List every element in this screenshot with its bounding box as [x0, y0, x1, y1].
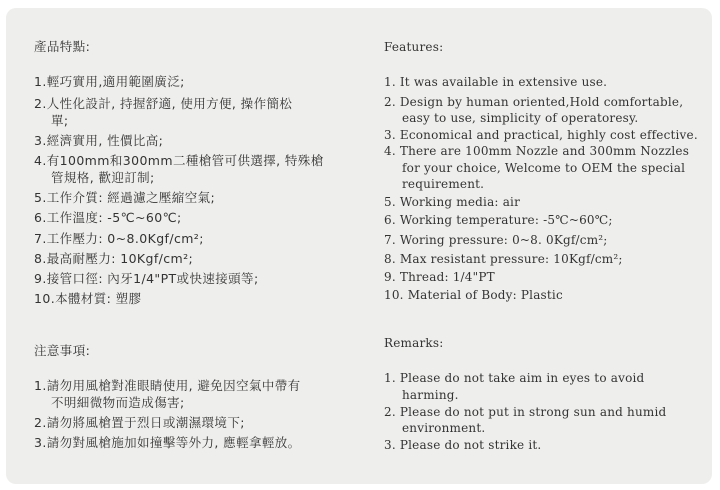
zh-remark-line-3: 3.請勿對風槍施加如撞擊等外力, 應輕拿輕放。 [34, 435, 301, 450]
zh-feature-line-10: 10.本體材質: 塑膠 [34, 291, 142, 306]
zh-feature-line-5: 5.工作介質: 經過濾之壓縮空氣; [34, 190, 216, 205]
en-feature-line-4-cont: for your choice, Welcome to OEM the special [402, 161, 686, 175]
zh-feature-line-4-cont: 管規格, 歡迎訂制; [51, 170, 155, 185]
en-remark-line-2: 2. Please do not put in strong sun and humid [384, 405, 667, 419]
en-remark-line-2-cont: environment. [402, 421, 486, 435]
en-feature-line-4-cont2: requirement. [402, 177, 485, 191]
en-feature-line-5: 5. Working media: air [384, 195, 521, 209]
zh-feature-line-2: 2.人性化設計, 持握舒適, 使用方便, 操作簡松 [34, 96, 293, 111]
en-feature-line-7: 7. Woring pressure: 0~8. 0Kgf/cm²; [384, 233, 608, 247]
zh-feature-line-9: 9.接管口徑: 內牙1/4"PT或快速接頭等; [34, 271, 259, 286]
zh-features-title: 產品特點: [34, 39, 91, 54]
en-feature-line-8: 8. Max resistant pressure: 10Kgf/cm²; [384, 252, 623, 266]
zh-remark-line-1: 1.請勿用風槍對准眼睛使用, 避免因空氣中帶有 [34, 378, 301, 393]
zh-remark-line-2: 2.請勿將風槍置于烈日或潮濕環境下; [34, 415, 245, 430]
zh-remarks-title: 注意事項: [34, 343, 91, 358]
en-feature-line-2: 2. Design by human oriented,Hold comfortable, [384, 95, 684, 109]
en-remark-line-3: 3. Please do not strike it. [384, 438, 542, 452]
zh-feature-line-2-cont: 單; [51, 113, 69, 128]
en-feature-line-3: 3. Economical and practical, highly cost effective. [384, 128, 698, 142]
zh-feature-line-4: 4.有100mm和300mm二種槍管可供選擇, 特殊槍 [34, 153, 324, 168]
zh-feature-line-8: 8.最高耐壓力: 10Kgf/cm²; [34, 251, 194, 266]
en-feature-line-10: 10. Material of Body: Plastic [384, 288, 563, 302]
en-feature-line-2-cont: easy to use, simplicity of operatoresy. [402, 111, 639, 125]
en-feature-line-1: 1. It was available in extensive use. [384, 75, 608, 89]
zh-feature-line-7: 7.工作壓力: 0~8.0Kgf/cm²; [34, 231, 204, 246]
en-remark-line-1-cont: harming. [402, 388, 459, 402]
en-feature-line-6: 6. Working temperature: -5℃~60℃; [384, 213, 613, 227]
zh-remark-line-1-cont: 不明細微物而造成傷害; [51, 395, 185, 410]
en-remark-line-1: 1. Please do not take aim in eyes to avoid [384, 371, 645, 385]
zh-feature-line-6: 6.工作溫度: -5℃~60℃; [34, 210, 182, 225]
en-feature-line-9: 9. Thread: 1/4"PT [384, 270, 495, 284]
en-features-title: Features: [384, 40, 444, 54]
zh-feature-line-3: 3.經濟實用, 性價比高; [34, 133, 164, 148]
en-feature-line-4: 4. There are 100mm Nozzle and 300mm Nozzles [384, 144, 690, 158]
zh-feature-line-1: 1.輕巧實用,適用範圍廣泛; [34, 74, 185, 89]
en-remarks-title: Remarks: [384, 336, 444, 350]
